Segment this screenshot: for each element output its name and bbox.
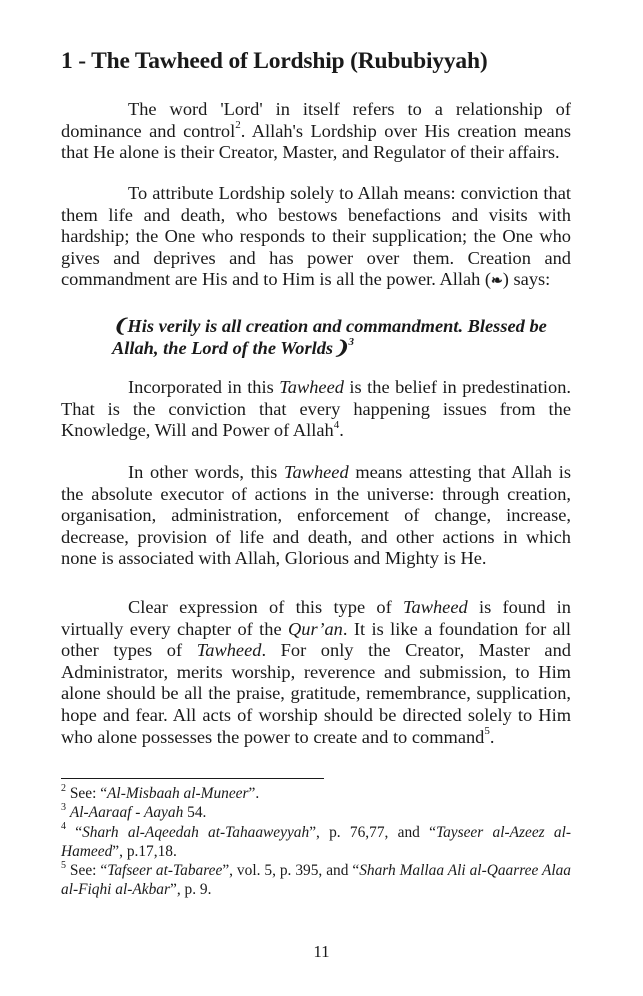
footnotes xyxy=(61,784,571,900)
italic-term: Qur’an xyxy=(288,618,343,639)
footnote-number: 3 xyxy=(61,802,66,814)
footnote-number: 4 xyxy=(61,821,66,833)
text-run: . For only the Creator, Master and Administrator, merits worship, reverence and submission, to Him alone should be all the praise, gratitude, remembrance, supplication, hope and fear. All acts of worship should be directed solely to Him who alone possesses the power to create and to command xyxy=(61,640,571,747)
text-run: In other words, this xyxy=(128,462,284,482)
text-run: See: “ xyxy=(66,785,108,802)
italic-term: Sharh Mallaa Ali al-Qaarree Alaa al-Fiqhi al-Akbar xyxy=(61,862,572,899)
text-run: . Allah's Lordship over His creation means that He alone is their Creator, Master, and Regulator of their affairs. xyxy=(61,120,571,163)
italic-term: Al-Misbaah al-Muneer xyxy=(107,785,249,802)
text-run: . xyxy=(489,726,495,747)
text-run: means attesting that Allah is the absolute executor of actions in the universe: through creation, organisation, administration, enforcement of change, increase, decrease, provision of life and death, and other actions in which none is associated with Allah, Glorious and Mighty is He. xyxy=(61,462,572,569)
quran-quote xyxy=(112,316,552,359)
italic-term: Tawheed xyxy=(279,377,344,397)
text-run: ”, p. 9. xyxy=(170,881,212,899)
text-run: 54. xyxy=(183,804,207,822)
paragraph-predestination xyxy=(61,377,571,442)
quote-text: His verily is all creation and commandment. Blessed be Allah, the Lord of the Worlds xyxy=(112,316,547,358)
italic-term: Tafseer at-Tabaree xyxy=(107,862,223,880)
quote-close-mark: ❩ xyxy=(333,337,349,358)
italic-term: Tayseer al-Azeez al-Hameed xyxy=(61,823,571,860)
footnote-number: 2 xyxy=(61,782,66,794)
paragraph-attribute-lordship xyxy=(61,183,571,293)
text-run: See: “ xyxy=(66,862,108,880)
text-run: ) says: xyxy=(502,269,551,290)
footnote-ref-4[interactable]: 4 xyxy=(333,419,340,432)
italic-term: Al-Aaraaf - Aayah xyxy=(69,804,184,822)
italic-term: Sharh al-Aqeedah at-Tahaaweyyah xyxy=(82,823,310,841)
footnote-5 xyxy=(61,861,571,900)
text-run: ”, p.17,18. xyxy=(112,842,177,860)
honorific-glyph-icon: ❧ xyxy=(491,274,503,290)
page-number: 11 xyxy=(313,942,330,961)
footnote-4 xyxy=(61,823,571,862)
text-run: ”, p. 76,77, and “ xyxy=(309,823,436,841)
italic-term: Tawheed xyxy=(283,462,349,482)
footnote-ref-3[interactable]: 3 xyxy=(348,336,354,349)
paragraph-clear-expression xyxy=(61,597,571,748)
text-run: . It is like a foundation for all other types of xyxy=(61,618,571,661)
footnote-ref-2[interactable]: 2 xyxy=(235,119,241,132)
text-run: is found in virtually every chapter of the xyxy=(61,597,571,639)
paragraph-lordship-definition xyxy=(61,99,571,164)
footnote-ref-5[interactable]: 5 xyxy=(484,725,490,738)
footnote-number: 5 xyxy=(61,860,66,872)
text-run: Incorporated in this xyxy=(128,377,280,397)
italic-term: Tawheed xyxy=(196,640,262,661)
footnote-divider xyxy=(61,778,324,779)
text-run: “ xyxy=(66,823,83,841)
paragraph-other-words xyxy=(61,462,571,570)
text-run: is the belief in predestination. That is the conviction that every happening issues from the Knowledge, Will and Power of Allah xyxy=(61,377,571,441)
italic-term: Tawheed xyxy=(402,597,468,617)
quote-open-mark: ❨ xyxy=(112,316,128,336)
text-run: To attribute Lordship solely to Allah means: conviction that them life and death, who bestows benefactions and visits with hardship; the One who responds to their supplication; the One who gives and deprives and has power over them. Creation and commandment are His and to Him is all the power. Allah ( xyxy=(61,183,571,290)
section-heading: 1 - The Tawheed of Lordship (Rububiyyah) xyxy=(61,48,488,74)
text-run: ”, vol. 5, p. 395, and “ xyxy=(222,862,360,880)
footnote-3 xyxy=(61,803,571,822)
footnote-2 xyxy=(61,784,571,803)
text-run: . xyxy=(339,420,344,441)
text-run: The word 'Lord' in itself refers to a relationship of dominance and control xyxy=(61,99,571,141)
text-run: Clear expression of this type of xyxy=(128,597,403,617)
text-run: ”. xyxy=(248,785,260,802)
